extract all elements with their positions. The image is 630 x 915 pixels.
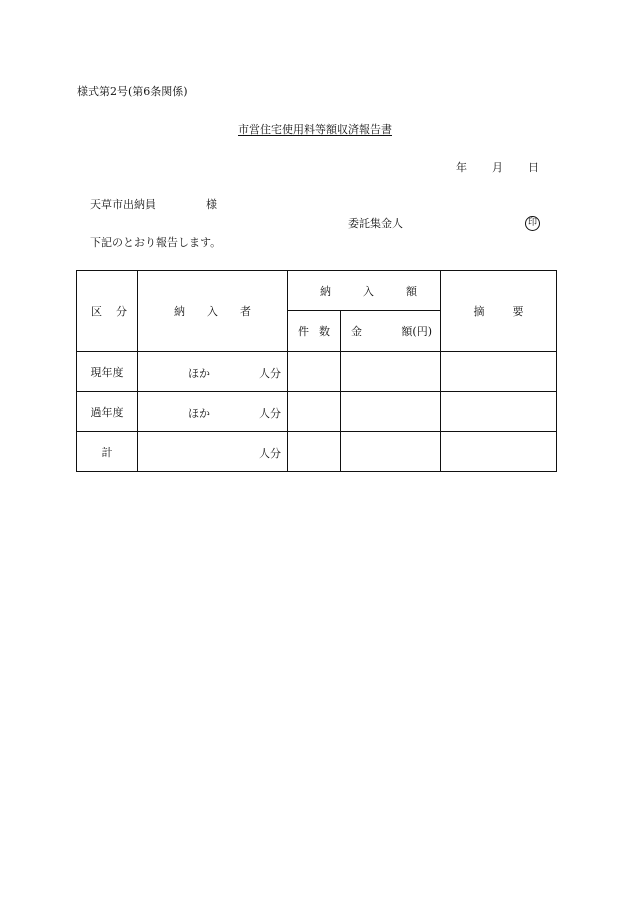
row-category: 計 — [77, 432, 138, 472]
date-month-label: 月 — [492, 161, 503, 174]
row-payer-cell[interactable] — [138, 432, 288, 472]
header-count: 件 数 — [288, 311, 341, 352]
row-unit-label: 人分 — [259, 447, 281, 460]
document-title — [0, 124, 630, 135]
row-unit-label: 人分 — [259, 367, 281, 380]
report-table — [76, 270, 557, 472]
row-count-cell[interactable] — [288, 432, 341, 472]
addressee: 天草市出納員 — [90, 198, 156, 211]
row-others-label: ほか — [188, 367, 210, 380]
table-row — [77, 352, 557, 392]
form-number: 様式第2号(第6条関係) — [77, 85, 188, 98]
header-payer: 納入者 — [138, 271, 288, 352]
row-category: 過年度 — [77, 392, 138, 432]
honorific: 様 — [206, 198, 217, 211]
header-amount: 金 額(円) — [341, 311, 441, 352]
header-category: 区分 — [77, 271, 138, 352]
row-amount-cell[interactable] — [341, 432, 441, 472]
row-unit-label: 人分 — [259, 407, 281, 420]
intro-text: 下記のとおり報告します。 — [90, 236, 222, 249]
header-row — [77, 271, 557, 311]
header-amount-group: 納入額 — [288, 271, 441, 311]
collector-label: 委託集金人 — [348, 217, 403, 230]
row-summary-cell[interactable] — [441, 432, 557, 472]
row-amount-cell[interactable] — [341, 352, 441, 392]
row-others-label: ほか — [188, 407, 210, 420]
table-row — [77, 432, 557, 472]
date-year-label: 年 — [456, 161, 467, 174]
row-summary-cell[interactable] — [441, 352, 557, 392]
date-day-label: 日 — [528, 161, 539, 174]
row-summary-cell[interactable] — [441, 392, 557, 432]
seal-mark: 印 — [525, 216, 540, 231]
row-payer-cell[interactable] — [138, 392, 288, 432]
row-category: 現年度 — [77, 352, 138, 392]
header-summary: 摘要 — [441, 271, 557, 352]
row-payer-cell[interactable] — [138, 352, 288, 392]
row-count-cell[interactable] — [288, 392, 341, 432]
row-amount-cell[interactable] — [341, 392, 441, 432]
document-title-text: 市営住宅使用料等額収済報告書 — [238, 123, 392, 136]
table-row — [77, 392, 557, 432]
row-count-cell[interactable] — [288, 352, 341, 392]
